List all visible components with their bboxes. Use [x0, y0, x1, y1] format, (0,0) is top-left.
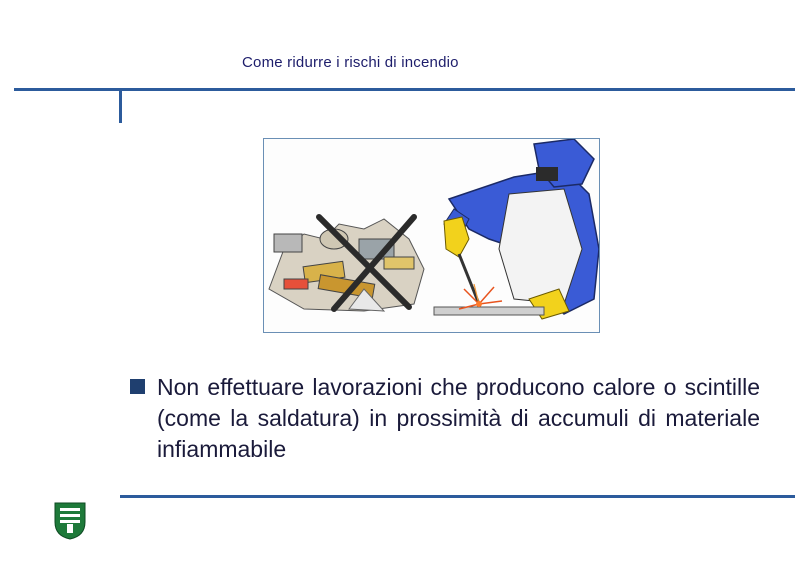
divider-tick: [119, 90, 122, 123]
top-divider: [14, 88, 795, 91]
university-crest-icon: [52, 500, 88, 550]
slide-title: Come ridurre i rischi di incendio: [242, 54, 459, 71]
bullet-item-text: Non effettuare lavorazioni che producono calore o scintille (come la saldatura) in prossimità di accumuli di materiale infiammabile: [157, 374, 760, 462]
welder-illustration-icon: [264, 139, 599, 332]
welding-hazard-illustration: [263, 138, 600, 333]
bullet-square-icon: [130, 379, 145, 394]
bottom-divider: [120, 495, 795, 498]
bullet-list: [130, 372, 760, 465]
